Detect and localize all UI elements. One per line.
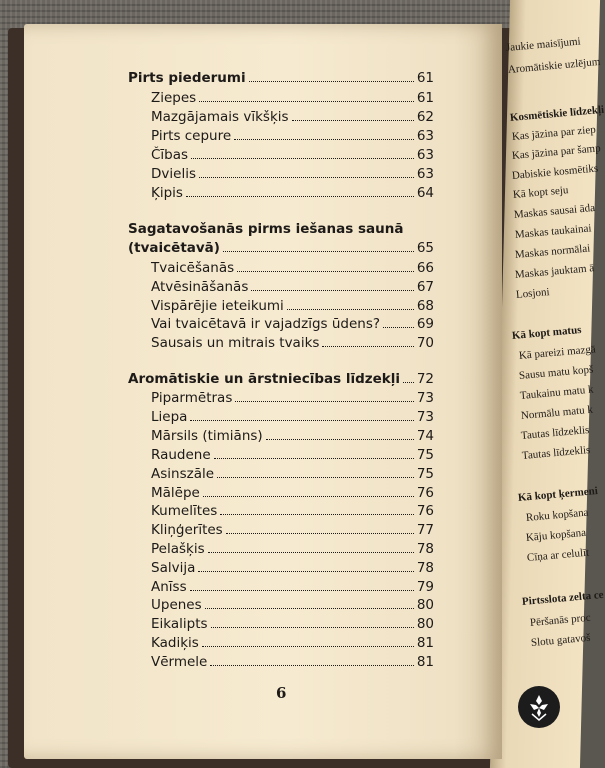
toc-item bbox=[151, 335, 434, 351]
toc-item bbox=[151, 485, 434, 501]
toc-page-number: 70 bbox=[416, 335, 434, 351]
toc-item bbox=[151, 185, 434, 201]
toc-item-title: Salvija bbox=[151, 560, 196, 576]
page-number: 6 bbox=[276, 684, 287, 702]
toc-page-number: 63 bbox=[416, 166, 434, 182]
toc-item-title: Ziepes bbox=[151, 90, 197, 106]
toc-item bbox=[151, 597, 434, 613]
dot-leader bbox=[190, 420, 413, 421]
toc-item-title: Anīss bbox=[151, 579, 187, 595]
toc-page-number: 76 bbox=[416, 485, 434, 501]
toc-item-title: Čības bbox=[151, 147, 189, 163]
toc-item-title: Tvaicēšanās bbox=[151, 260, 235, 276]
dot-leader bbox=[322, 346, 413, 347]
toc-item-title: Vai tvaicētavā ir vajadzīgs ūdens? bbox=[151, 316, 381, 332]
toc-page-number: 69 bbox=[416, 316, 434, 332]
toc-item bbox=[151, 390, 434, 406]
toc-item-title: Piparmētras bbox=[151, 390, 233, 406]
dot-leader bbox=[203, 496, 414, 497]
toc-page-number: 62 bbox=[416, 109, 434, 125]
toc-page-number: 77 bbox=[416, 522, 434, 538]
dot-leader bbox=[403, 382, 414, 383]
toc-item bbox=[151, 90, 434, 106]
toc-page-number: 81 bbox=[416, 654, 434, 670]
toc-section-title: Aromātiskie un ārstniecības līdzekļi bbox=[128, 371, 401, 387]
dot-leader bbox=[186, 196, 414, 197]
dot-leader bbox=[205, 608, 414, 609]
dot-leader bbox=[191, 158, 414, 159]
toc-item-title: Asinszāle bbox=[151, 466, 215, 482]
dot-leader bbox=[198, 571, 413, 572]
toc-item-title: Kadiķis bbox=[151, 635, 199, 651]
toc-page-number: 74 bbox=[416, 428, 434, 444]
toc-item bbox=[151, 428, 434, 444]
toc-page-number: 80 bbox=[416, 597, 434, 613]
dot-leader bbox=[251, 290, 413, 291]
dot-leader bbox=[199, 101, 414, 102]
toc-item bbox=[151, 616, 434, 632]
right-page-line: Pēršanās proc bbox=[529, 611, 592, 629]
right-page-line: Kosmētiskie līdzekļi bbox=[509, 103, 605, 124]
toc-section-line1 bbox=[128, 221, 434, 237]
toc-item bbox=[151, 560, 434, 576]
right-page-line: Tautas līdzeklis bbox=[521, 444, 591, 462]
toc-page-number: 79 bbox=[416, 579, 434, 595]
toc-item-title: Mārsils (timiāns) bbox=[151, 428, 263, 444]
toc-page-number: 78 bbox=[416, 560, 434, 576]
dot-leader bbox=[292, 120, 414, 121]
dot-leader bbox=[208, 552, 414, 553]
toc-page-number: 72 bbox=[416, 371, 434, 387]
right-page-line: Losjoni bbox=[515, 286, 551, 301]
toc-item-title: Raudene bbox=[151, 447, 211, 463]
toc-item-title: Dvielis bbox=[151, 166, 196, 182]
right-page-line: Maskas taukainai bbox=[514, 222, 592, 241]
toc-page-number: 75 bbox=[416, 466, 434, 482]
toc-item bbox=[151, 447, 434, 463]
right-page-line: Normālu matu k bbox=[520, 403, 594, 422]
toc-item-title: Pirts cepure bbox=[151, 128, 232, 144]
toc-item bbox=[151, 654, 434, 670]
toc-item-title: Mālēpe bbox=[151, 485, 200, 501]
right-page-line: Kā kopt ķermeni bbox=[517, 485, 599, 504]
flower-logo-icon bbox=[518, 686, 560, 728]
dot-leader bbox=[383, 327, 414, 328]
toc-item bbox=[151, 541, 434, 557]
toc-item bbox=[151, 128, 434, 144]
dot-leader bbox=[214, 458, 414, 459]
toc-item bbox=[151, 298, 434, 314]
right-page-line: Cīņa ar celulīt bbox=[526, 546, 590, 564]
toc-page-number: 75 bbox=[416, 447, 434, 463]
dot-leader bbox=[210, 665, 413, 666]
right-page-line: Slotu gatavoš bbox=[530, 631, 591, 649]
dot-leader bbox=[217, 477, 414, 478]
toc-item bbox=[151, 635, 434, 651]
right-page-line: Maskas jauktam ā bbox=[514, 262, 595, 281]
toc-page-number: 73 bbox=[416, 409, 434, 425]
toc-item bbox=[151, 579, 434, 595]
toc-item-title: Vispārējie ieteikumi bbox=[151, 298, 284, 314]
right-page-line: Maskas sausai āda bbox=[513, 201, 596, 221]
toc-page-number: 64 bbox=[416, 185, 434, 201]
right-page-line: Kāju kopšana bbox=[525, 526, 587, 544]
toc-item-title: Ķipis bbox=[151, 185, 183, 201]
toc-item-title: Mazgājamais vīkšķis bbox=[151, 109, 289, 125]
toc-item-title: Liepa bbox=[151, 409, 188, 425]
toc-item-title: Eikalipts bbox=[151, 616, 208, 632]
dot-leader bbox=[226, 533, 414, 534]
toc-item-title: Kumelītes bbox=[151, 503, 218, 519]
dot-leader bbox=[202, 646, 414, 647]
right-page-line: Aromātiskie uzlējum bbox=[507, 55, 601, 76]
toc-page-number: 73 bbox=[416, 390, 434, 406]
dot-leader bbox=[223, 251, 414, 252]
right-page-line: Kā pareizi mazgā bbox=[518, 343, 597, 362]
toc-section bbox=[128, 240, 434, 256]
right-page-line: Kā kopt seju bbox=[512, 184, 569, 201]
right-page-line: Maskas normālai bbox=[514, 242, 591, 261]
dot-leader bbox=[199, 177, 414, 178]
toc-section bbox=[128, 371, 434, 387]
toc-item bbox=[151, 166, 434, 182]
toc-item-title: Vērmele bbox=[151, 654, 208, 670]
dot-leader bbox=[249, 81, 414, 82]
toc-section-title-line2: (tvaicētavā) bbox=[128, 240, 220, 256]
toc-item-title: Atvēsināšanās bbox=[151, 279, 249, 295]
toc-page-number: 80 bbox=[416, 616, 434, 632]
toc-section-title: Sagatavošanās pirms iešanas saunā bbox=[128, 221, 404, 237]
toc-item bbox=[151, 466, 434, 482]
toc-page-number: 81 bbox=[416, 635, 434, 651]
toc-item-title: Pelašķis bbox=[151, 541, 205, 557]
dot-leader bbox=[190, 590, 414, 591]
toc-section-title: Pirts piederumi bbox=[128, 70, 246, 86]
toc-item bbox=[151, 109, 434, 125]
toc-item bbox=[151, 316, 434, 332]
dot-leader bbox=[287, 309, 414, 310]
toc-page-number: 68 bbox=[416, 298, 434, 314]
toc-item bbox=[151, 409, 434, 425]
right-page-line: Dabiskie kosmētiks bbox=[511, 162, 599, 182]
toc-page-number: 63 bbox=[416, 147, 434, 163]
toc-item bbox=[151, 147, 434, 163]
right-page-line: Taukainu matu k bbox=[519, 383, 595, 402]
toc-section bbox=[128, 70, 434, 86]
toc-page-number: 76 bbox=[416, 503, 434, 519]
toc-page-number: 61 bbox=[416, 90, 434, 106]
dot-leader bbox=[220, 514, 413, 515]
right-page-line: Tautas līdzeklis bbox=[520, 424, 590, 442]
toc-page-number: 65 bbox=[416, 240, 434, 256]
right-page-line: Kas jāzina par ziep bbox=[511, 123, 597, 143]
right-page-line: Kas jāzina par šamp bbox=[511, 142, 602, 162]
right-page-line: Pirtsslota zelta ce bbox=[521, 588, 605, 608]
toc-page-number: 78 bbox=[416, 541, 434, 557]
dot-leader bbox=[235, 401, 413, 402]
toc-item-title: Upenes bbox=[151, 597, 202, 613]
toc-page-number: 67 bbox=[416, 279, 434, 295]
toc-item-title: Kliņģerītes bbox=[151, 522, 223, 538]
toc-page-number: 66 bbox=[416, 260, 434, 276]
dot-leader bbox=[234, 139, 414, 140]
dot-leader bbox=[237, 271, 414, 272]
toc-item bbox=[151, 260, 434, 276]
right-page-line: Kā kopt matus bbox=[511, 323, 582, 342]
right-page-line: Sausu matu kopš bbox=[518, 363, 594, 382]
toc-item-title: Sausais un mitrais tvaiks bbox=[151, 335, 320, 351]
toc-page-number: 63 bbox=[416, 128, 434, 144]
dot-leader bbox=[211, 627, 414, 628]
toc-page-number: 61 bbox=[416, 70, 434, 86]
toc-item bbox=[151, 522, 434, 538]
toc-item bbox=[151, 503, 434, 519]
right-page-line: Roku kopšana bbox=[525, 506, 589, 524]
dot-leader bbox=[266, 439, 414, 440]
right-page-line: Jaukie maisījumi bbox=[505, 35, 582, 54]
toc-item bbox=[151, 279, 434, 295]
